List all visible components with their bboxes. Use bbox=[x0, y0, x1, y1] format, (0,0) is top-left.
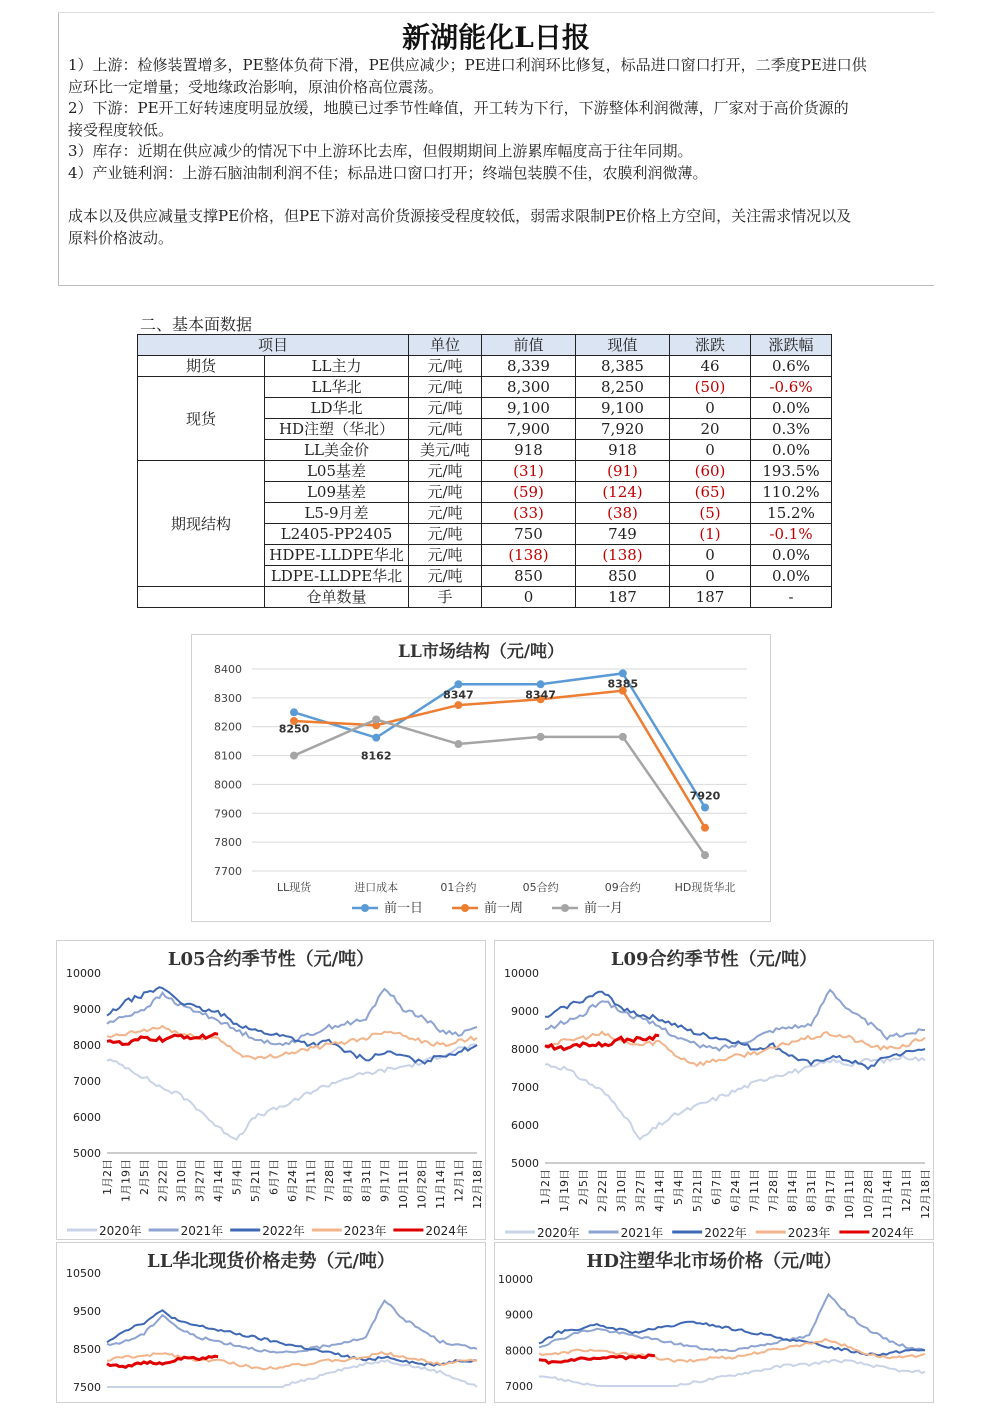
y-tick-label: 8000 bbox=[505, 1344, 533, 1358]
unit-cell: 元/吨 bbox=[409, 545, 482, 566]
item-cell: LD华北 bbox=[265, 398, 409, 419]
y-tick-label: 7000 bbox=[511, 1081, 539, 1094]
x-tick-label: LL现货 bbox=[276, 881, 312, 894]
legend-label: 2023年 bbox=[787, 1226, 831, 1239]
series-line bbox=[107, 1044, 477, 1139]
data-label: 7920 bbox=[689, 789, 721, 803]
data-point bbox=[372, 734, 380, 742]
x-tick-label: 01合约 bbox=[440, 881, 477, 894]
curr-cell: 8,250 bbox=[576, 377, 670, 398]
data-point bbox=[701, 851, 709, 859]
column-header: 涨跌 bbox=[670, 335, 751, 356]
data-point bbox=[619, 733, 627, 741]
unit-cell: 手 bbox=[409, 587, 482, 608]
unit-cell: 美元/吨 bbox=[409, 440, 482, 461]
pct-cell: -0.6% bbox=[751, 377, 832, 398]
curr-cell: 187 bbox=[576, 587, 670, 608]
legend-label: 2020年 bbox=[99, 1224, 142, 1238]
item-cell: L05基差 bbox=[265, 461, 409, 482]
legend-label: 2023年 bbox=[343, 1224, 387, 1238]
prev-cell: (33) bbox=[482, 503, 576, 524]
column-header: 涨跌幅 bbox=[751, 335, 832, 356]
y-tick-label: 8100 bbox=[214, 749, 242, 763]
legend-marker bbox=[361, 904, 369, 912]
y-tick-label: 8500 bbox=[73, 1343, 101, 1356]
y-tick-label: 8000 bbox=[511, 1043, 539, 1056]
x-tick-label: 6月24日 bbox=[729, 1169, 742, 1212]
unit-cell: 元/吨 bbox=[409, 461, 482, 482]
ll-spot-chart bbox=[57, 1243, 485, 1404]
y-tick-label: 7800 bbox=[214, 836, 242, 850]
legend-label: 2021年 bbox=[620, 1226, 664, 1239]
item-cell: L09基差 bbox=[265, 482, 409, 503]
item-cell: L5-9月差 bbox=[265, 503, 409, 524]
market-structure-chart-frame bbox=[191, 634, 771, 922]
unit-cell: 元/吨 bbox=[409, 482, 482, 503]
x-tick-label: 7月28日 bbox=[767, 1169, 780, 1212]
summary-line: 4）产业链利润：上游石脑油制利润不佳；标品进口窗口打开；终端包装膜不佳，农膜利润微薄。 bbox=[68, 163, 708, 182]
curr-cell: 9,100 bbox=[576, 398, 670, 419]
x-tick-label: 2月22日 bbox=[596, 1169, 609, 1212]
y-tick-label: 9000 bbox=[73, 1003, 101, 1016]
pct-cell: 0.6% bbox=[751, 356, 832, 377]
table-row bbox=[138, 377, 832, 398]
x-tick-label: 1月19日 bbox=[119, 1159, 133, 1202]
summary-line: 3）库存：近期在供应减少的情况下中上游环比去库，但假期期间上游累库幅度高于往年同期。 bbox=[68, 142, 693, 160]
column-header: 项目 bbox=[138, 335, 409, 356]
y-tick-label: 9000 bbox=[511, 1005, 539, 1018]
x-tick-label: 09合约 bbox=[604, 881, 641, 894]
data-point bbox=[454, 680, 462, 688]
data-point bbox=[619, 669, 627, 677]
series-line bbox=[294, 691, 705, 828]
x-tick-label: 3月10日 bbox=[175, 1159, 188, 1202]
group-label: 现货 bbox=[138, 377, 265, 461]
data-point bbox=[701, 804, 709, 812]
x-tick-label: 6月24日 bbox=[286, 1159, 299, 1202]
chg-cell: 0 bbox=[670, 440, 751, 461]
pct-cell: 0.0% bbox=[751, 566, 832, 587]
prev-cell: 7,900 bbox=[482, 419, 576, 440]
x-tick-label: 2月22日 bbox=[156, 1159, 170, 1202]
x-tick-label: 12月18日 bbox=[919, 1169, 932, 1219]
y-tick-label: 9500 bbox=[73, 1305, 101, 1318]
column-header: 前值 bbox=[482, 335, 576, 356]
ll-spot-chart-frame bbox=[56, 1242, 486, 1403]
prev-cell: 0 bbox=[482, 587, 576, 608]
chart-title: HD注塑华北市场价格（元/吨） bbox=[586, 1251, 842, 1272]
pct-cell: 0.0% bbox=[751, 440, 832, 461]
x-tick-label: 7月11日 bbox=[748, 1169, 761, 1212]
x-tick-label: 12月1日 bbox=[900, 1169, 913, 1212]
column-header: 单位 bbox=[409, 335, 482, 356]
x-tick-label: 8月14日 bbox=[786, 1169, 799, 1212]
x-tick-label: 05合约 bbox=[522, 881, 559, 894]
x-tick-label: 8月31日 bbox=[360, 1159, 373, 1202]
l05-seasonal-chart-frame bbox=[56, 940, 486, 1240]
chg-cell: 187 bbox=[670, 587, 751, 608]
prev-cell: 9,100 bbox=[482, 398, 576, 419]
chg-cell: (50) bbox=[670, 377, 751, 398]
y-tick-label: 7900 bbox=[214, 807, 242, 821]
unit-cell: 元/吨 bbox=[409, 419, 482, 440]
unit-cell: 元/吨 bbox=[409, 503, 482, 524]
data-point bbox=[537, 733, 545, 741]
l09-seasonal-chart bbox=[495, 941, 933, 1239]
summary-line: 应环比一定增量；受地缘政治影响，原油价格高位震荡。 bbox=[68, 77, 444, 96]
x-tick-label: 7月11日 bbox=[304, 1159, 318, 1202]
series-line bbox=[107, 1352, 477, 1369]
legend-marker bbox=[461, 904, 469, 912]
series-line bbox=[539, 1294, 925, 1351]
x-tick-label: 10月11日 bbox=[843, 1169, 856, 1219]
fundamentals-table bbox=[137, 334, 832, 608]
hd-injection-chart-frame bbox=[494, 1242, 934, 1403]
market-structure-chart bbox=[192, 635, 770, 921]
y-tick-label: 8000 bbox=[214, 778, 242, 792]
summary-line: 接受程度较低。 bbox=[68, 120, 174, 139]
x-tick-label: 5月4日 bbox=[230, 1159, 244, 1195]
y-tick-label: 9000 bbox=[505, 1308, 533, 1322]
chg-cell: (65) bbox=[670, 482, 751, 503]
item-cell: HD注塑（华北） bbox=[265, 419, 409, 440]
table-row bbox=[138, 461, 832, 482]
pct-cell: -0.1% bbox=[751, 524, 832, 545]
group-label: 期现结构 bbox=[138, 461, 265, 587]
x-tick-label: 10月11日 bbox=[397, 1159, 410, 1209]
x-tick-label: 12月18日 bbox=[471, 1159, 484, 1209]
x-tick-label: 6月7日 bbox=[710, 1169, 723, 1205]
series-line bbox=[539, 1360, 925, 1386]
series-line bbox=[545, 1035, 659, 1050]
x-tick-label: 进口成本 bbox=[354, 881, 399, 894]
x-tick-label: 3月10日 bbox=[615, 1169, 628, 1212]
chart-title: L05合约季节性（元/吨） bbox=[167, 949, 375, 970]
data-label: 8250 bbox=[278, 722, 310, 736]
x-tick-label: 10月28日 bbox=[415, 1159, 429, 1209]
x-tick-label: 6月7日 bbox=[267, 1159, 281, 1195]
legend-label: 2020年 bbox=[537, 1226, 580, 1239]
curr-cell: 918 bbox=[576, 440, 670, 461]
chg-cell: 0 bbox=[670, 398, 751, 419]
data-point bbox=[701, 824, 709, 832]
table-body bbox=[138, 356, 832, 608]
prev-cell: 8,339 bbox=[482, 356, 576, 377]
hd-injection-chart bbox=[495, 1243, 933, 1404]
legend-label: 前一月 bbox=[584, 901, 624, 916]
data-point bbox=[454, 701, 462, 709]
legend-label: 2022年 bbox=[262, 1224, 305, 1238]
x-tick-label: 8月31日 bbox=[805, 1169, 818, 1212]
data-label: 8347 bbox=[525, 688, 556, 702]
group-label bbox=[138, 587, 265, 608]
data-label: 8347 bbox=[443, 688, 474, 702]
legend-label: 2024年 bbox=[425, 1224, 468, 1238]
legend-label: 2022年 bbox=[704, 1226, 747, 1239]
unit-cell: 元/吨 bbox=[409, 566, 482, 587]
chg-cell: 0 bbox=[670, 545, 751, 566]
data-point bbox=[454, 740, 462, 748]
series-line bbox=[294, 720, 705, 856]
table-header-row bbox=[138, 335, 832, 356]
legend-label: 2021年 bbox=[180, 1224, 224, 1238]
y-tick-label: 7000 bbox=[73, 1075, 101, 1088]
x-tick-label: 9月17日 bbox=[824, 1169, 837, 1212]
pct-cell: 110.2% bbox=[751, 482, 832, 503]
prev-cell: (59) bbox=[482, 482, 576, 503]
x-tick-label: 5月21日 bbox=[249, 1159, 262, 1202]
unit-cell: 元/吨 bbox=[409, 377, 482, 398]
curr-cell: 7,920 bbox=[576, 419, 670, 440]
y-tick-label: 8000 bbox=[73, 1039, 101, 1052]
x-tick-label: 1月19日 bbox=[558, 1169, 571, 1212]
item-cell: LL美金价 bbox=[265, 440, 409, 461]
y-tick-label: 8400 bbox=[214, 663, 242, 676]
curr-cell: 850 bbox=[576, 566, 670, 587]
group-label: 期货 bbox=[138, 356, 265, 377]
y-tick-label: 5000 bbox=[73, 1147, 101, 1160]
y-tick-label: 8200 bbox=[214, 720, 242, 734]
table-row bbox=[138, 587, 832, 608]
y-tick-label: 10000 bbox=[504, 967, 539, 980]
legend-marker bbox=[561, 904, 569, 912]
chg-cell: 46 bbox=[670, 356, 751, 377]
x-tick-label: 11月14日 bbox=[881, 1169, 894, 1219]
l09-seasonal-chart-frame bbox=[494, 940, 934, 1240]
pct-cell: 15.2% bbox=[751, 503, 832, 524]
curr-cell: (91) bbox=[576, 461, 670, 482]
column-header: 现值 bbox=[576, 335, 670, 356]
y-tick-label: 7700 bbox=[214, 865, 242, 878]
y-tick-label: 6000 bbox=[511, 1119, 539, 1132]
data-point bbox=[537, 680, 545, 688]
curr-cell: 8,385 bbox=[576, 356, 670, 377]
y-tick-label: 7000 bbox=[505, 1380, 533, 1393]
pct-cell: - bbox=[751, 587, 832, 608]
curr-cell: 749 bbox=[576, 524, 670, 545]
item-cell: 仓单数量 bbox=[265, 587, 409, 608]
data-point bbox=[372, 716, 380, 724]
pct-cell: 0.3% bbox=[751, 419, 832, 440]
table-row bbox=[138, 356, 832, 377]
chg-cell: (5) bbox=[670, 503, 751, 524]
item-cell: LL华北 bbox=[265, 377, 409, 398]
summary-text bbox=[68, 55, 930, 249]
x-tick-label: 9月17日 bbox=[378, 1159, 392, 1202]
data-point bbox=[290, 752, 298, 760]
pct-cell: 0.0% bbox=[751, 545, 832, 566]
y-tick-label: 10500 bbox=[66, 1267, 101, 1280]
pct-cell: 0.0% bbox=[751, 398, 832, 419]
legend-label: 2024年 bbox=[871, 1226, 914, 1239]
report-title: 新湖能化L日报 bbox=[402, 21, 590, 54]
data-point bbox=[290, 708, 298, 716]
x-tick-label: 5月21日 bbox=[691, 1169, 704, 1212]
prev-cell: 918 bbox=[482, 440, 576, 461]
prev-cell: 850 bbox=[482, 566, 576, 587]
item-cell: LDPE-LLDPE华北 bbox=[265, 566, 409, 587]
pct-cell: 193.5% bbox=[751, 461, 832, 482]
chg-cell: (60) bbox=[670, 461, 751, 482]
chart-title: LL华北现货价格走势（元/吨） bbox=[147, 1251, 395, 1272]
x-tick-label: 10月28日 bbox=[862, 1169, 875, 1219]
conclusion-line: 原料价格波动。 bbox=[68, 228, 174, 247]
x-tick-label: 3月27日 bbox=[193, 1159, 207, 1202]
x-tick-label: 1月2日 bbox=[539, 1169, 552, 1205]
y-tick-label: 5000 bbox=[511, 1157, 539, 1170]
x-tick-label: 1月2日 bbox=[101, 1159, 114, 1195]
y-tick-label: 8300 bbox=[214, 691, 242, 705]
prev-cell: 8,300 bbox=[482, 377, 576, 398]
series-line bbox=[545, 1032, 925, 1066]
data-label: 8385 bbox=[607, 677, 639, 691]
x-tick-label: HD现货华北 bbox=[674, 881, 736, 894]
x-tick-label: 5月4日 bbox=[672, 1169, 685, 1205]
curr-cell: (138) bbox=[576, 545, 670, 566]
x-tick-label: 8月14日 bbox=[341, 1159, 355, 1202]
x-tick-label: 4月14日 bbox=[212, 1159, 225, 1202]
series-line bbox=[107, 1310, 477, 1365]
l05-seasonal-chart bbox=[57, 941, 485, 1239]
chart-title: LL市场结构（元/吨） bbox=[397, 642, 565, 662]
x-tick-label: 3月27日 bbox=[634, 1169, 647, 1212]
y-tick-label: 10000 bbox=[66, 967, 101, 980]
item-cell: L2405-PP2405 bbox=[265, 524, 409, 545]
x-tick-label: 4月14日 bbox=[653, 1169, 666, 1212]
curr-cell: (38) bbox=[576, 503, 670, 524]
curr-cell: (124) bbox=[576, 482, 670, 503]
x-tick-label: 2月5日 bbox=[577, 1169, 590, 1205]
prev-cell: (138) bbox=[482, 545, 576, 566]
summary-line: 1）上游：检修装置增多，PE整体负荷下滑，PE供应减少；PE进口利润环比修复，标品进口窗口打开，二季度PE进口供 bbox=[68, 56, 867, 74]
chg-cell: 20 bbox=[670, 419, 751, 440]
conclusion-line: 成本以及供应减量支撑PE价格，但PE下游对高价货源接受程度较低，弱需求限制PE价格上方空间，关注需求情况以及 bbox=[68, 207, 852, 225]
item-cell: LL主力 bbox=[265, 356, 409, 377]
chart-title: L09合约季节性（元/吨） bbox=[610, 949, 818, 970]
unit-cell: 元/吨 bbox=[409, 398, 482, 419]
legend-label: 前一日 bbox=[384, 901, 424, 916]
chg-cell: 0 bbox=[670, 566, 751, 587]
prev-cell: (31) bbox=[482, 461, 576, 482]
unit-cell: 元/吨 bbox=[409, 524, 482, 545]
y-tick-label: 6000 bbox=[73, 1111, 101, 1124]
x-tick-label: 12月1日 bbox=[452, 1159, 466, 1202]
chg-cell: (1) bbox=[670, 524, 751, 545]
y-tick-label: 7500 bbox=[73, 1381, 101, 1394]
summary-line: 2）下游：PE开工好转速度明显放缓，地膜已过季节性峰值，开工转为下行，下游整体利润微薄，厂家对于高价货源的 bbox=[68, 99, 849, 117]
x-tick-label: 11月14日 bbox=[434, 1159, 447, 1209]
x-tick-label: 7月28日 bbox=[323, 1159, 336, 1202]
prev-cell: 750 bbox=[482, 524, 576, 545]
x-tick-label: 2月5日 bbox=[138, 1159, 151, 1195]
unit-cell: 元/吨 bbox=[409, 356, 482, 377]
series-line bbox=[539, 1355, 655, 1363]
y-tick-label: 10000 bbox=[498, 1273, 533, 1286]
section-title: 二、基本面数据 bbox=[140, 315, 253, 334]
legend-label: 前一周 bbox=[484, 901, 524, 916]
data-label: 8162 bbox=[360, 749, 392, 763]
item-cell: HDPE-LLDPE华北 bbox=[265, 545, 409, 566]
series-line bbox=[545, 990, 925, 1051]
